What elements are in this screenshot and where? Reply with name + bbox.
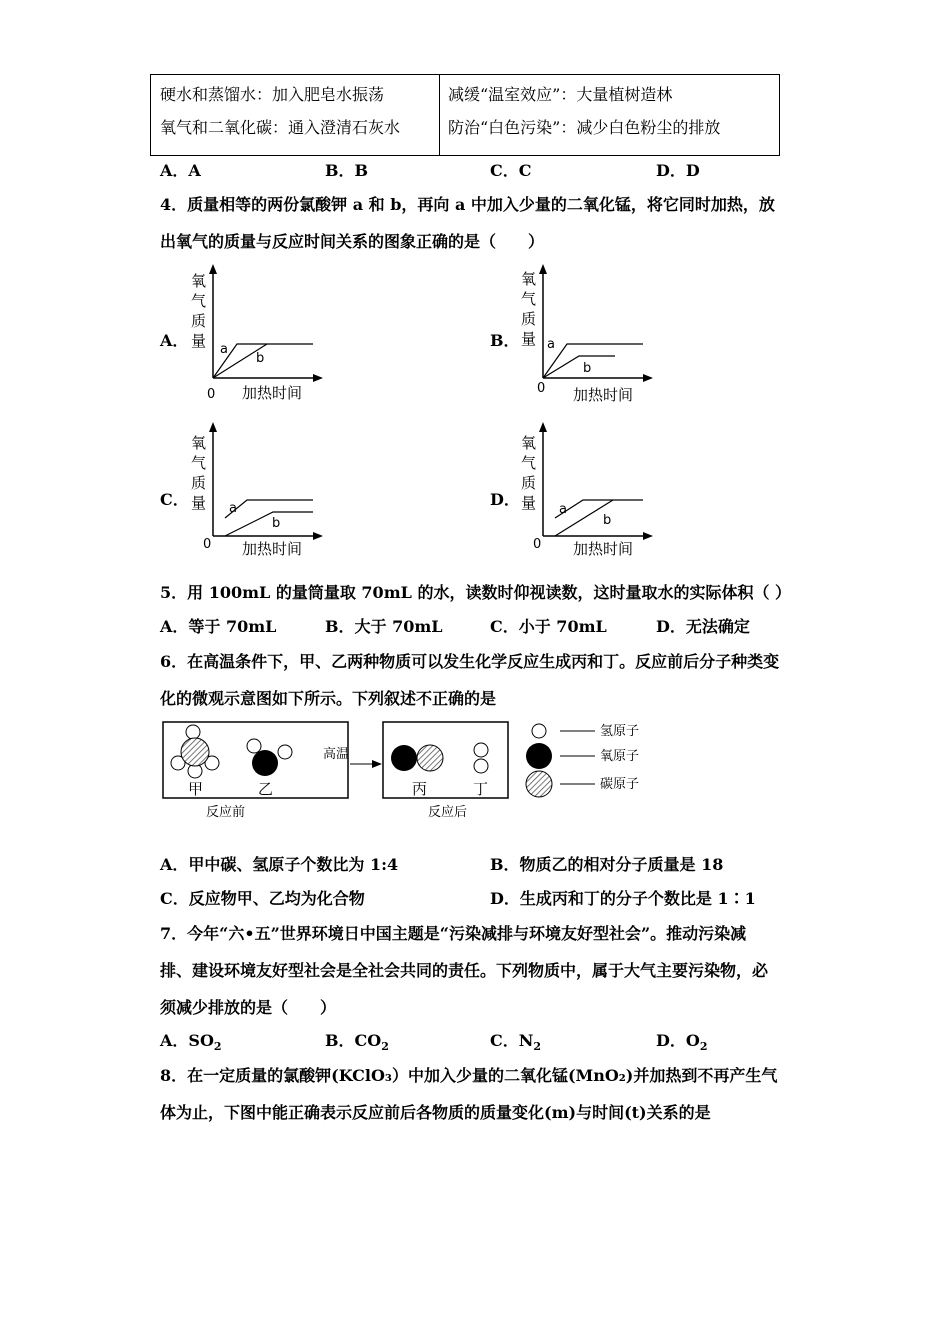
svg-text:a: a — [229, 501, 237, 516]
svg-text:加热时间: 加热时间 — [242, 384, 303, 402]
svg-text:量: 量 — [191, 494, 207, 512]
svg-text:碳原子: 碳原子 — [600, 777, 640, 792]
svg-text:氧: 氧 — [521, 434, 537, 452]
q4-graph-b — [515, 262, 660, 407]
svg-text:乙: 乙 — [258, 780, 274, 798]
q3-option-b[interactable]: B．B — [325, 161, 369, 180]
q4-stem-line1: 4．质量相等的两份氯酸钾 a 和 b，再向 a 中加入少量的二氧化锰，将它同时加热，放 — [160, 195, 775, 214]
svg-text:加热时间: 加热时间 — [242, 540, 303, 558]
q7-option-a[interactable]: A．$SO_2$ — [160, 1031, 222, 1054]
table-r2c1: 氧气和二氧化碳：通入澄清石灰水 — [160, 118, 401, 137]
q5-option-b[interactable]: B．大于 70mL — [325, 617, 443, 636]
svg-text:0: 0 — [537, 381, 546, 396]
table-r2c2: 防治“白色污染”：减少白色粉尘的排放 — [448, 118, 721, 137]
q7-stem-line2: 排、建设环境友好型社会是全社会共同的责任。下列物质中，属于大气主要污染物，必 — [160, 961, 769, 980]
q4-graph-d — [515, 420, 660, 565]
q6-stem-line1: 6．在高温条件下，甲、乙两种物质可以发生化学反应生成丙和丁。反应前后分子种类变 — [160, 652, 780, 671]
q8-stem-line1: 8．在一定质量的氯酸钾(KClO₃）中加入少量的二氧化锰(MnO₂)并加热到不再产生气 — [160, 1066, 778, 1085]
svg-text:b: b — [583, 361, 592, 376]
q8-stem-line2: 体为止，下图中能正确表示反应前后各物质的质量变化(m)与时间(t)关系的是 — [160, 1103, 711, 1122]
table-divider — [439, 75, 440, 155]
svg-text:a: a — [559, 502, 567, 517]
svg-text:甲: 甲 — [188, 780, 204, 798]
svg-text:气: 气 — [191, 454, 207, 472]
q5-option-d[interactable]: D．无法确定 — [656, 617, 750, 636]
svg-text:0: 0 — [207, 387, 216, 402]
svg-text:氧原子: 氧原子 — [600, 749, 640, 764]
svg-text:反应前: 反应前 — [206, 805, 246, 820]
svg-text:丁: 丁 — [473, 780, 489, 798]
svg-text:a: a — [220, 342, 228, 357]
q7-option-c[interactable]: C．$N_2$ — [490, 1031, 542, 1054]
q3-option-c[interactable]: C．C — [490, 161, 532, 180]
q4-option-d-label[interactable]: D． — [490, 490, 520, 509]
q7-option-b[interactable]: B．$CO_2$ — [325, 1031, 389, 1054]
q6-molecule-diagram — [160, 718, 660, 822]
q4-option-b-label[interactable]: B． — [490, 331, 520, 350]
svg-text:量: 量 — [191, 332, 207, 350]
q3-option-d[interactable]: D．D — [656, 161, 700, 180]
q6-stem-line2: 化的微观示意图如下所示。下列叙述不正确的是 — [160, 689, 497, 708]
q6-option-b[interactable]: B．物质乙的相对分子质量是 18 — [490, 855, 724, 874]
q7-stem-line3: 须减少排放的是（ ） — [160, 998, 337, 1017]
svg-text:氧: 氧 — [521, 270, 537, 288]
q3-option-a[interactable]: A．A — [160, 161, 201, 180]
svg-text:质: 质 — [191, 312, 207, 330]
svg-text:氧: 氧 — [191, 434, 207, 452]
svg-text:加热时间: 加热时间 — [573, 540, 634, 558]
q4-option-a-label[interactable]: A． — [160, 331, 189, 350]
q4-graph-a — [185, 262, 330, 407]
svg-text:b: b — [603, 513, 612, 528]
q4-stem-line2: 出氧气的质量与反应时间关系的图象正确的是（ ） — [160, 232, 545, 251]
q5-option-a[interactable]: A．等于 70mL — [160, 617, 277, 636]
svg-text:质: 质 — [521, 474, 537, 492]
svg-text:反应后: 反应后 — [428, 805, 468, 820]
svg-text:氧: 氧 — [191, 272, 207, 290]
svg-text:b: b — [256, 351, 265, 366]
svg-text:加热时间: 加热时间 — [573, 386, 634, 404]
svg-text:丙: 丙 — [412, 780, 428, 798]
q6-option-a[interactable]: A．甲中碳、氢原子个数比为 1:4 — [160, 855, 399, 874]
svg-text:量: 量 — [521, 494, 537, 512]
svg-text:气: 气 — [521, 290, 537, 308]
svg-text:量: 量 — [521, 330, 537, 348]
q6-option-d[interactable]: D．生成丙和丁的分子个数比是 1∶1 — [490, 889, 756, 908]
q7-option-d[interactable]: D．$O_2$ — [656, 1031, 708, 1054]
svg-text:0: 0 — [203, 537, 212, 552]
q5-option-c[interactable]: C．小于 70mL — [490, 617, 607, 636]
svg-text:气: 气 — [521, 454, 537, 472]
q4-graph-c — [185, 420, 330, 565]
table-r1c1: 硬水和蒸馏水：加入肥皂水振荡 — [160, 85, 385, 104]
svg-text:b: b — [272, 516, 281, 531]
svg-text:质: 质 — [521, 310, 537, 328]
q7-stem-line1: 7．今年“六•五”世界环境日中国主题是“污染减排与环境友好型社会”。推动污染减 — [160, 924, 747, 943]
svg-text:a: a — [547, 337, 555, 352]
q5-stem: 5．用 100mL 的量筒量取 70mL 的水，读数时仰视读数，这时量取水的实际体积（ ） — [160, 583, 792, 602]
table-r1c2: 减缓“温室效应”：大量植树造林 — [448, 85, 673, 104]
svg-text:质: 质 — [191, 474, 207, 492]
svg-text:气: 气 — [191, 292, 207, 310]
svg-text:氢原子: 氢原子 — [600, 724, 640, 739]
svg-text:0: 0 — [533, 537, 542, 552]
svg-text:高温: 高温 — [323, 747, 350, 762]
q6-option-c[interactable]: C．反应物甲、乙均为化合物 — [160, 889, 365, 908]
q4-option-c-label[interactable]: C． — [160, 490, 189, 509]
